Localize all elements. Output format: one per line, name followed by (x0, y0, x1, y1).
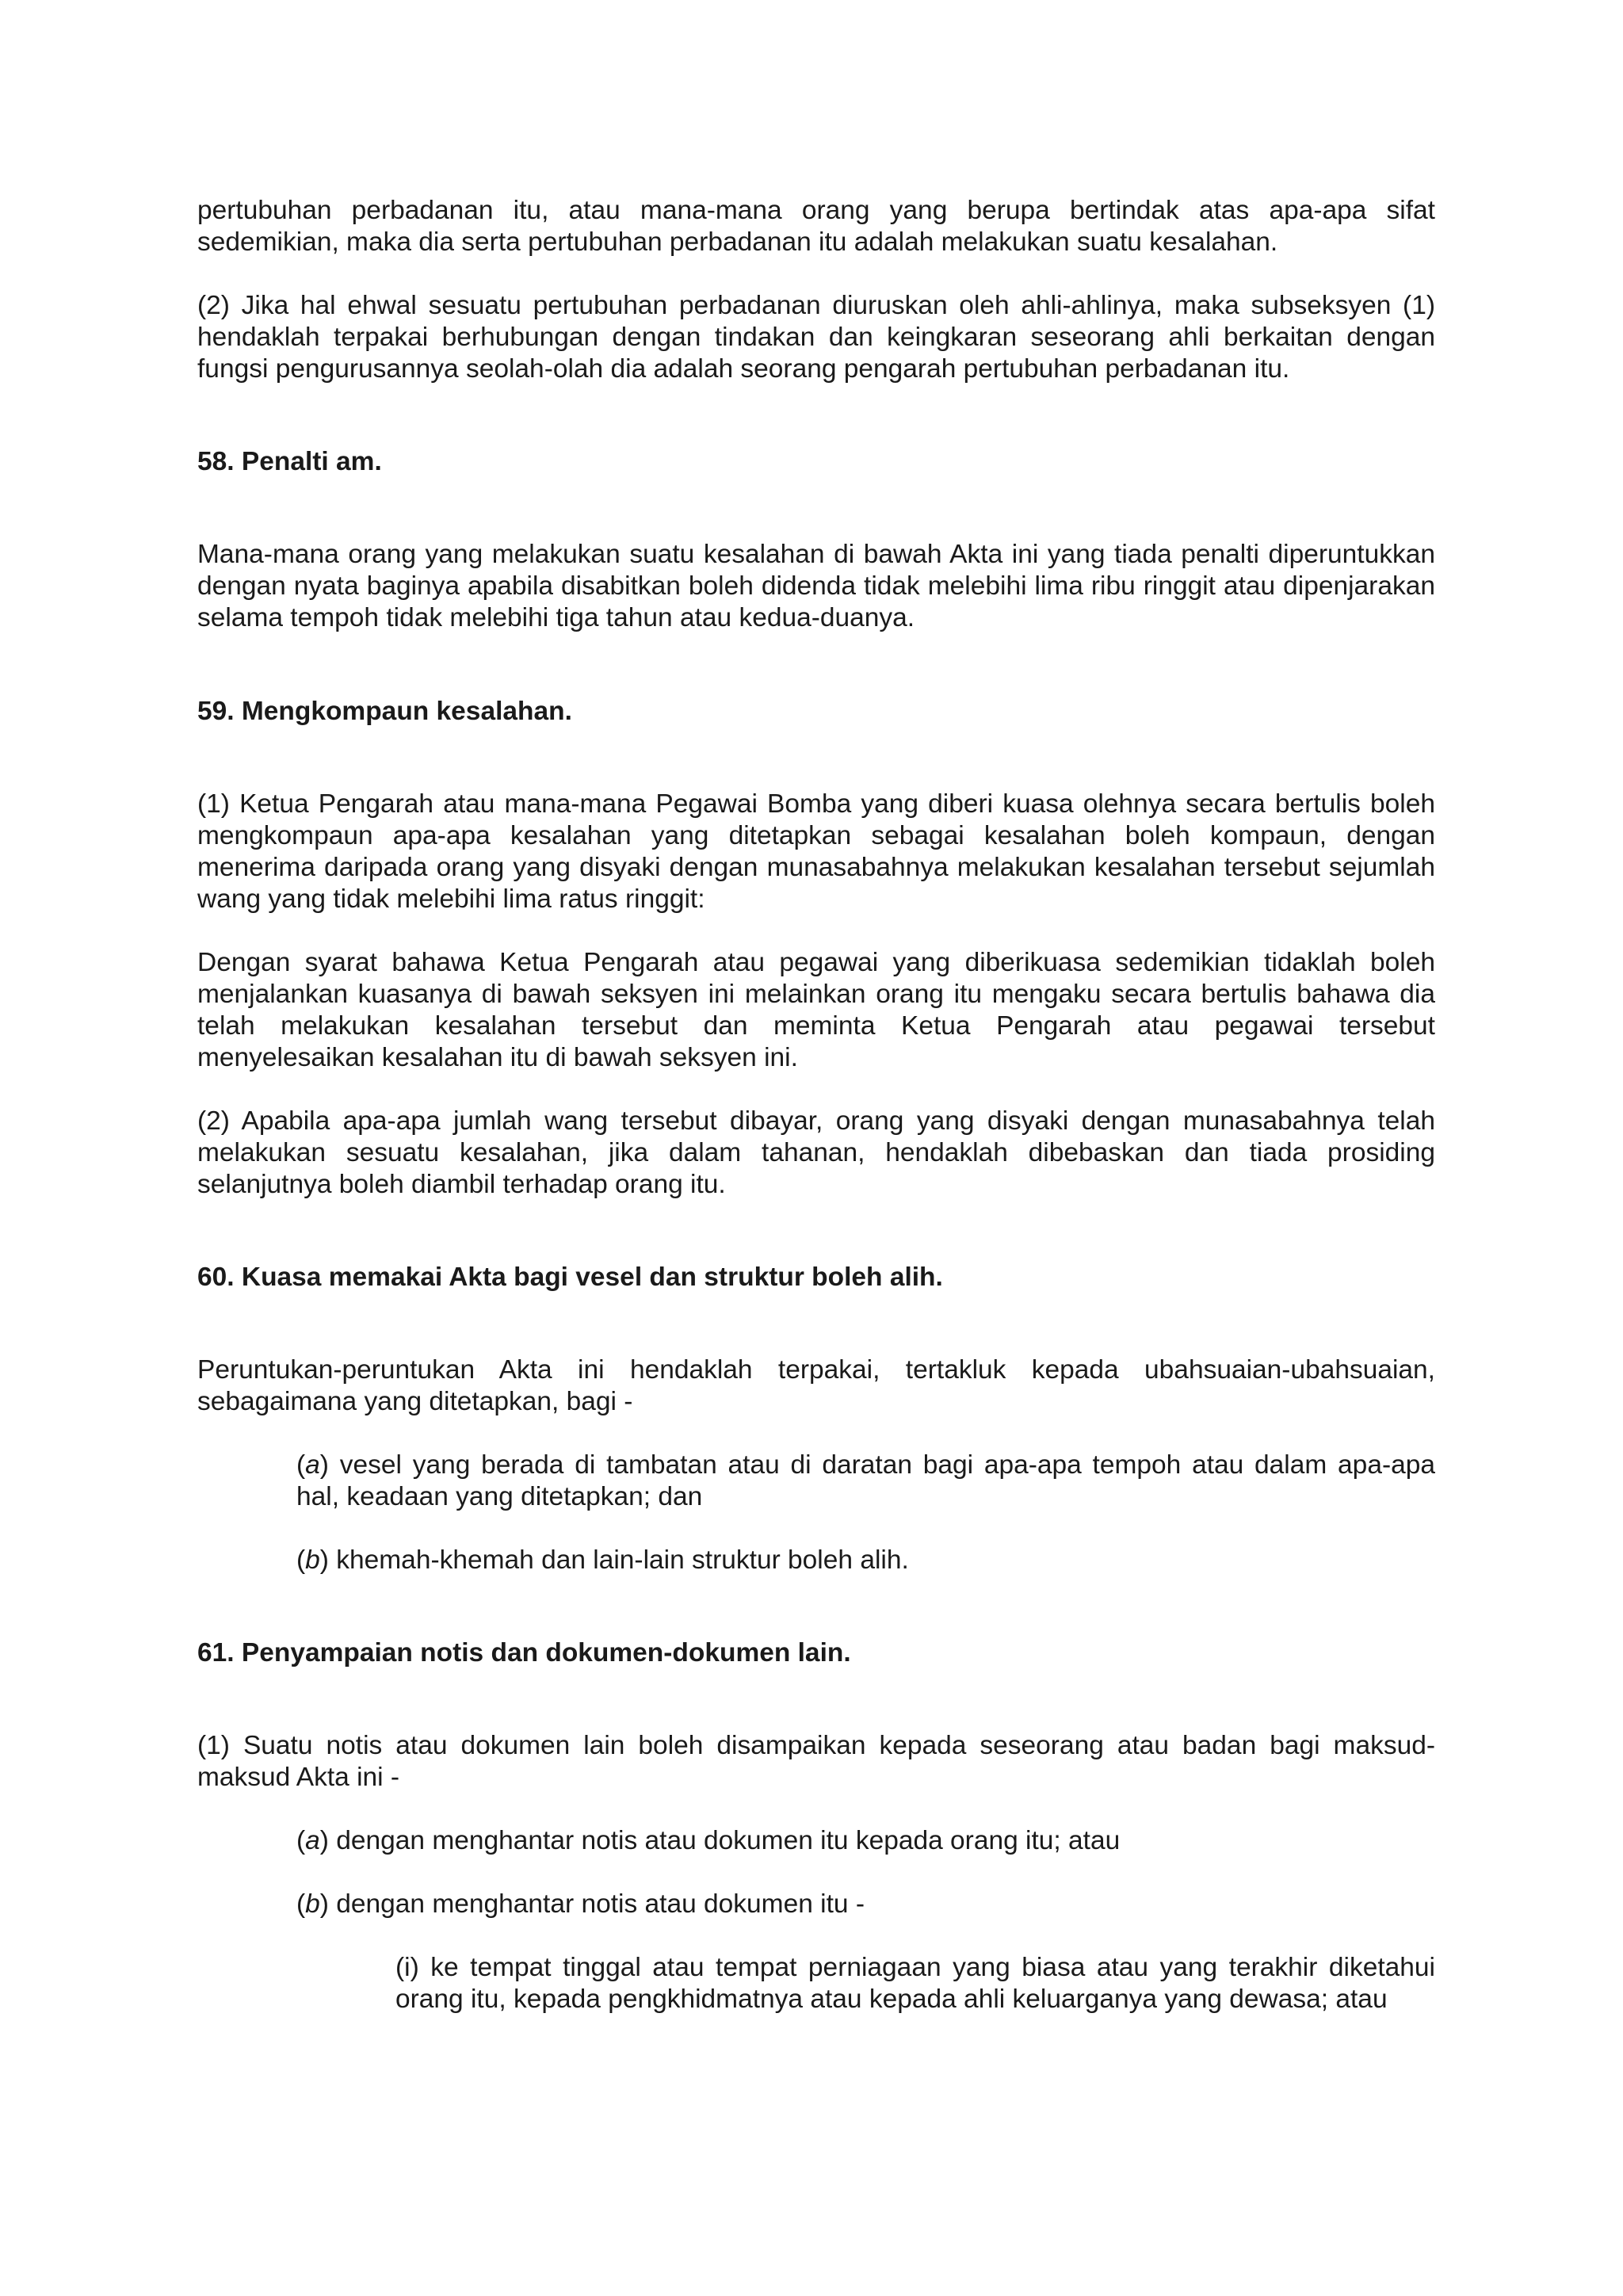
item-label: a (305, 1826, 320, 1855)
item-label: b (305, 1545, 320, 1575)
item-text: dengan menghantar notis atau dokumen itu - (336, 1889, 865, 1919)
list-item-a: (a) dengan menghantar notis atau dokumen itu kepada orang itu; atau (296, 1826, 1121, 1855)
section-heading-61: 61. Penyampaian notis dan dokumen-dokumen lain. (197, 1638, 851, 1668)
item-text: vesel yang berada di tambatan atau di daratan bagi apa-apa tempoh atau dalam apa-apa hal, keadaan yang ditetapkan; dan (296, 1450, 1435, 1511)
document-page (197, 195, 1435, 2015)
item-label: b (305, 1889, 320, 1919)
item-text: khemah-khemah dan lain-lain struktur boleh alih. (336, 1545, 909, 1575)
paragraph: pertubuhan perbadanan itu, atau mana-mana orang yang berupa bertindak atas apa-apa sifat sedemikian, maka dia serta pertubuhan perbadanan itu adalah melakukan suatu kesalahan. (197, 196, 1435, 257)
item-label: a (305, 1450, 320, 1480)
section-heading-58: 58. Penalti am. (197, 447, 382, 476)
sub-item-i: (i) ke tempat tinggal atau tempat perniagaan yang biasa atau yang terakhir diketahui orang itu, kepada pengkhidmatnya atau kepada ahli keluarganya yang dewasa; atau (395, 1953, 1435, 2014)
section-heading-59: 59. Mengkompaun kesalahan. (197, 697, 572, 726)
paragraph: (2) Apabila apa-apa jumlah wang tersebut dibayar, orang yang disyaki dengan munasabahnya telah melakukan sesuatu kesalahan, jika dalam tahanan, hendaklah dibebaskan dan tiada prosiding selanjutnya boleh diambil terhadap orang itu. (197, 1106, 1435, 1199)
item-text: dengan menghantar notis atau dokumen itu kepada orang itu; atau (336, 1826, 1121, 1855)
paragraph: Peruntukan-peruntukan Akta ini hendaklah terpakai, tertakluk kepada ubahsuaian-ubahsuaian, sebagaimana yang ditetapkan, bagi - (197, 1355, 1435, 1416)
paragraph: (1) Ketua Pengarah atau mana-mana Pegawai Bomba yang diberi kuasa olehnya secara bertulis boleh mengkompaun apa-apa kesalahan yang ditetapkan sebagai kesalahan boleh kompaun, dengan menerima daripada orang yang disyaki dengan munasabahnya melakukan kesalahan tersebut sejumlah wang yang tidak melebihi lima ratus ringgit: (197, 789, 1435, 914)
paragraph: Mana-mana orang yang melakukan suatu kesalahan di bawah Akta ini yang tiada penalti diperuntukkan dengan nyata baginya apabila disabitkan boleh didenda tidak melebihi lima ribu ringgit atau dipenjarakan selama tempoh tidak melebihi tiga tahun atau kedua-duanya. (197, 540, 1435, 632)
list-item-a: (a) vesel yang berada di tambatan atau di daratan bagi apa-apa tempoh atau dalam apa-apa hal, keadaan yang ditetapkan; dan (296, 1450, 1435, 1511)
section-heading-60: 60. Kuasa memakai Akta bagi vesel dan struktur boleh alih. (197, 1263, 943, 1292)
list-item-b: (b) dengan menghantar notis atau dokumen itu - (296, 1889, 865, 1919)
proviso-paragraph: Dengan syarat bahawa Ketua Pengarah atau pegawai yang diberikuasa sedemikian tidaklah boleh menjalankan kuasanya di bawah seksyen ini melainkan orang itu mengaku secara bertulis bahawa dia telah melakukan kesalahan tersebut dan meminta Ketua Pengarah atau pegawai tersebut menyelesaikan kesalahan itu di bawah seksyen ini. (197, 948, 1435, 1072)
paragraph: (1) Suatu notis atau dokumen lain boleh disampaikan kepada seseorang atau badan bagi maksud-maksud Akta ini - (197, 1731, 1435, 1792)
paragraph: (2) Jika hal ehwal sesuatu pertubuhan perbadanan diuruskan oleh ahli-ahlinya, maka subseksyen (1) hendaklah terpakai berhubungan dengan tindakan dan keingkaran seseorang ahli berkaitan dengan fungsi pengurusannya seolah-olah dia adalah seorang pengarah pertubuhan perbadanan itu. (197, 291, 1435, 384)
list-item-b: (b) khemah-khemah dan lain-lain struktur boleh alih. (296, 1545, 909, 1575)
